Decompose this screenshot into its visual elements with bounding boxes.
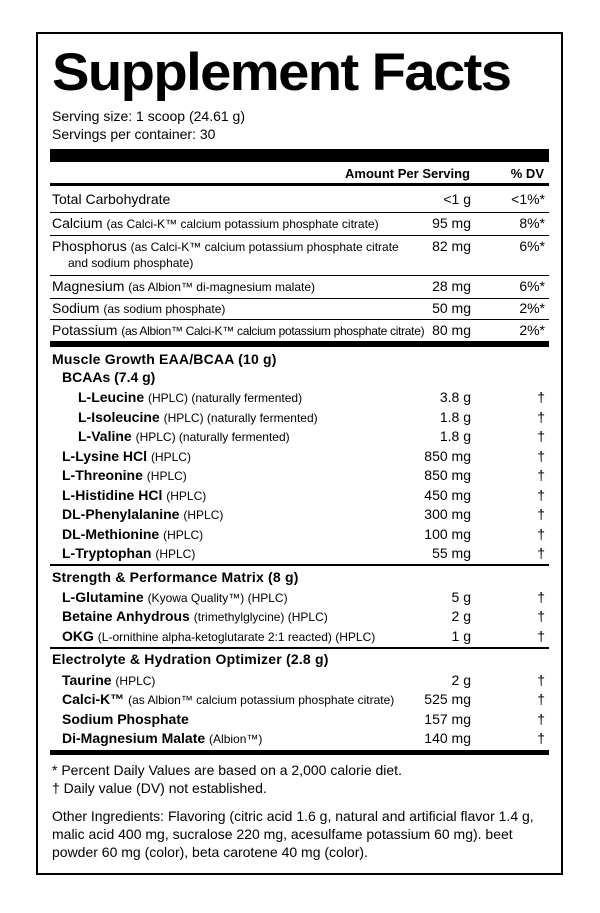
ingredient-dv: † [537,711,545,727]
footnote-divider [50,750,549,755]
ingredient-name: L-Valine [78,428,132,444]
footnote-percent-dv: * Percent Daily Values are based on a 2,000 calorie diet. [52,762,402,778]
section-divider [50,647,549,649]
ingredient-name: Betaine Anhydrous [62,608,190,624]
ingredient-dv: † [537,428,545,444]
thick-divider [50,149,549,162]
ingredient-dv: † [537,691,545,707]
ingredient-name: L-Leucine [78,389,145,405]
nutrient-dv: 6%* [519,278,545,294]
nutrient-amount: 95 mg [432,215,471,231]
nutrient-detail: (as Calci-K™ calcium potassium phosphate citrate) [106,217,379,231]
amount-header: Amount Per Serving [345,166,470,181]
row-divider [50,319,549,320]
ingredient-name: Calci-K™ [62,691,125,707]
ingredient-name: L-Threonine [62,467,143,483]
ingredient-dv: † [537,608,545,624]
nutrient-amount: 28 mg [432,278,471,294]
ingredient-amount: 157 mg [424,711,471,727]
servings-per-container: Servings per container: 30 [52,126,216,142]
serving-size: Serving size: 1 scoop (24.61 g) [52,108,245,124]
ingredient-name: Taurine [62,672,112,688]
ingredient-name: L-Histidine HCl [62,487,163,503]
ingredient-dv: † [537,448,545,464]
ingredient-dv: † [537,487,545,503]
nutrient-dv: 2%* [519,300,545,316]
ingredient-name: Di-Magnesium Malate [62,730,206,746]
ingredient-detail: (as Albion™ calcium potassium phosphate citrate) [128,693,395,707]
ingredient-detail: (HPLC) [166,489,207,503]
ingredient-detail: (Albion™) [209,732,263,746]
footnote-dv-not-established: † Daily value (DV) not established. [52,780,267,796]
ingredient-detail: (HPLC) [155,547,196,561]
ingredient-name: L-Glutamine [62,589,144,605]
ingredient-name: L-Lysine HCl [62,448,148,464]
other-ingredients: Other Ingredients: Flavoring (citric acid 1.6 g, natural and artificial flavor 1.4 g, malic acid 400 mg, sucralose 220 mg, acesulfame potassium 60 mg). beet powder 60 mg (color), beta carotene 40 mg (color). [52,808,534,860]
ingredient-dv: † [537,467,545,483]
dv-header: % DV [510,166,544,181]
ingredient-amount: 300 mg [424,506,471,522]
ingredient-detail: (trimethylglycine) (HPLC) [193,610,328,624]
ingredient-amount: 525 mg [424,691,471,707]
section-title-electrolyte: Electrolyte & Hydration Optimizer (2.8 g) [52,651,329,667]
ingredient-dv: † [537,628,545,644]
nutrient-dv: 6%* [519,238,545,254]
ingredient-detail: (HPLC) [146,469,187,483]
nutrient-name: Potassium [52,322,118,338]
ingredient-amount: 850 mg [424,467,471,483]
ingredient-name: OKG [62,628,94,644]
ingredient-detail: (HPLC) [150,450,191,464]
nutrient-name: Phosphorus [52,238,127,254]
ingredient-name: L-Isoleucine [78,409,160,425]
nutrient-amount: 50 mg [432,300,471,316]
panel-title: Supplement Facts [52,43,511,102]
nutrient-amount: 80 mg [432,322,471,338]
ingredient-detail: (HPLC) (naturally fermented) [135,430,290,444]
ingredient-amount: 3.8 g [439,389,471,405]
ingredient-dv: † [537,409,545,425]
nutrient-dv: 8%* [519,215,545,231]
ingredient-dv: † [537,672,545,688]
ingredient-amount: 850 mg [424,448,471,464]
ingredient-detail: (HPLC) [163,528,204,542]
ingredient-name: DL-Phenylalanine [62,506,180,522]
ingredient-amount: 100 mg [424,526,471,542]
header-divider [50,183,549,186]
row-divider [50,235,549,236]
nutrient-name: Sodium [52,300,100,316]
nutrient-amount: <1 g [443,191,471,207]
nutrient-detail: (as sodium phosphate) [103,302,226,316]
nutrient-detail: (as Albion™ Calci-K™ calcium potassium phosphate citrate) [121,324,425,338]
ingredient-detail: (HPLC) [183,508,224,522]
ingredient-amount: 55 mg [432,545,471,561]
ingredient-detail: (HPLC) (naturally fermented) [148,391,303,405]
nutrient-detail: (as Calci-K™ calcium potassium phosphate citrate [130,240,399,254]
ingredient-dv: † [537,545,545,561]
ingredient-name: Sodium Phosphate [62,711,189,727]
nutrient-name: Magnesium [52,278,125,294]
section-title-muscle-growth: Muscle Growth EAA/BCAA (10 g) [52,351,277,367]
section-title-strength: Strength & Performance Matrix (8 g) [52,569,299,585]
nutrient-detail: and sodium phosphate) [68,256,194,270]
ingredient-amount: 450 mg [424,487,471,503]
bcaa-group-title: BCAAs (7.4 g) [62,369,156,385]
ingredient-dv: † [537,589,545,605]
ingredient-dv: † [537,526,545,542]
ingredient-name: L-Tryptophan [62,545,152,561]
ingredient-detail: (HPLC) [115,674,156,688]
ingredient-amount: 2 g [451,672,471,688]
ingredient-amount: 1 g [451,628,471,644]
ingredient-dv: † [537,730,545,746]
ingredient-dv: † [537,389,545,405]
nutrient-amount: 82 mg [432,238,471,254]
nutrient-detail: (as Albion™ di-magnesium malate) [128,280,316,294]
nutrient-name: Total Carbohydrate [52,191,171,207]
section-divider [50,341,549,347]
ingredient-amount: 2 g [451,608,471,624]
ingredient-detail: (Kyowa Quality™) (HPLC) [147,591,288,605]
nutrient-name: Calcium [52,215,103,231]
ingredient-dv: † [537,506,545,522]
section-divider [50,564,549,566]
ingredient-amount: 1.8 g [439,409,471,425]
ingredient-amount: 5 g [451,589,471,605]
ingredient-name: DL-Methionine [62,526,160,542]
supplement-facts-panel [36,32,563,875]
nutrient-dv: 2%* [519,322,545,338]
nutrient-dv: <1%* [511,191,545,207]
ingredient-detail: (L-ornithine alpha-ketoglutarate 2:1 reacted) (HPLC) [97,630,376,644]
row-divider [50,275,549,276]
ingredient-detail: (HPLC) (naturally fermented) [163,411,318,425]
ingredient-amount: 1.8 g [439,428,471,444]
ingredient-amount: 140 mg [424,730,471,746]
row-divider [50,212,549,213]
